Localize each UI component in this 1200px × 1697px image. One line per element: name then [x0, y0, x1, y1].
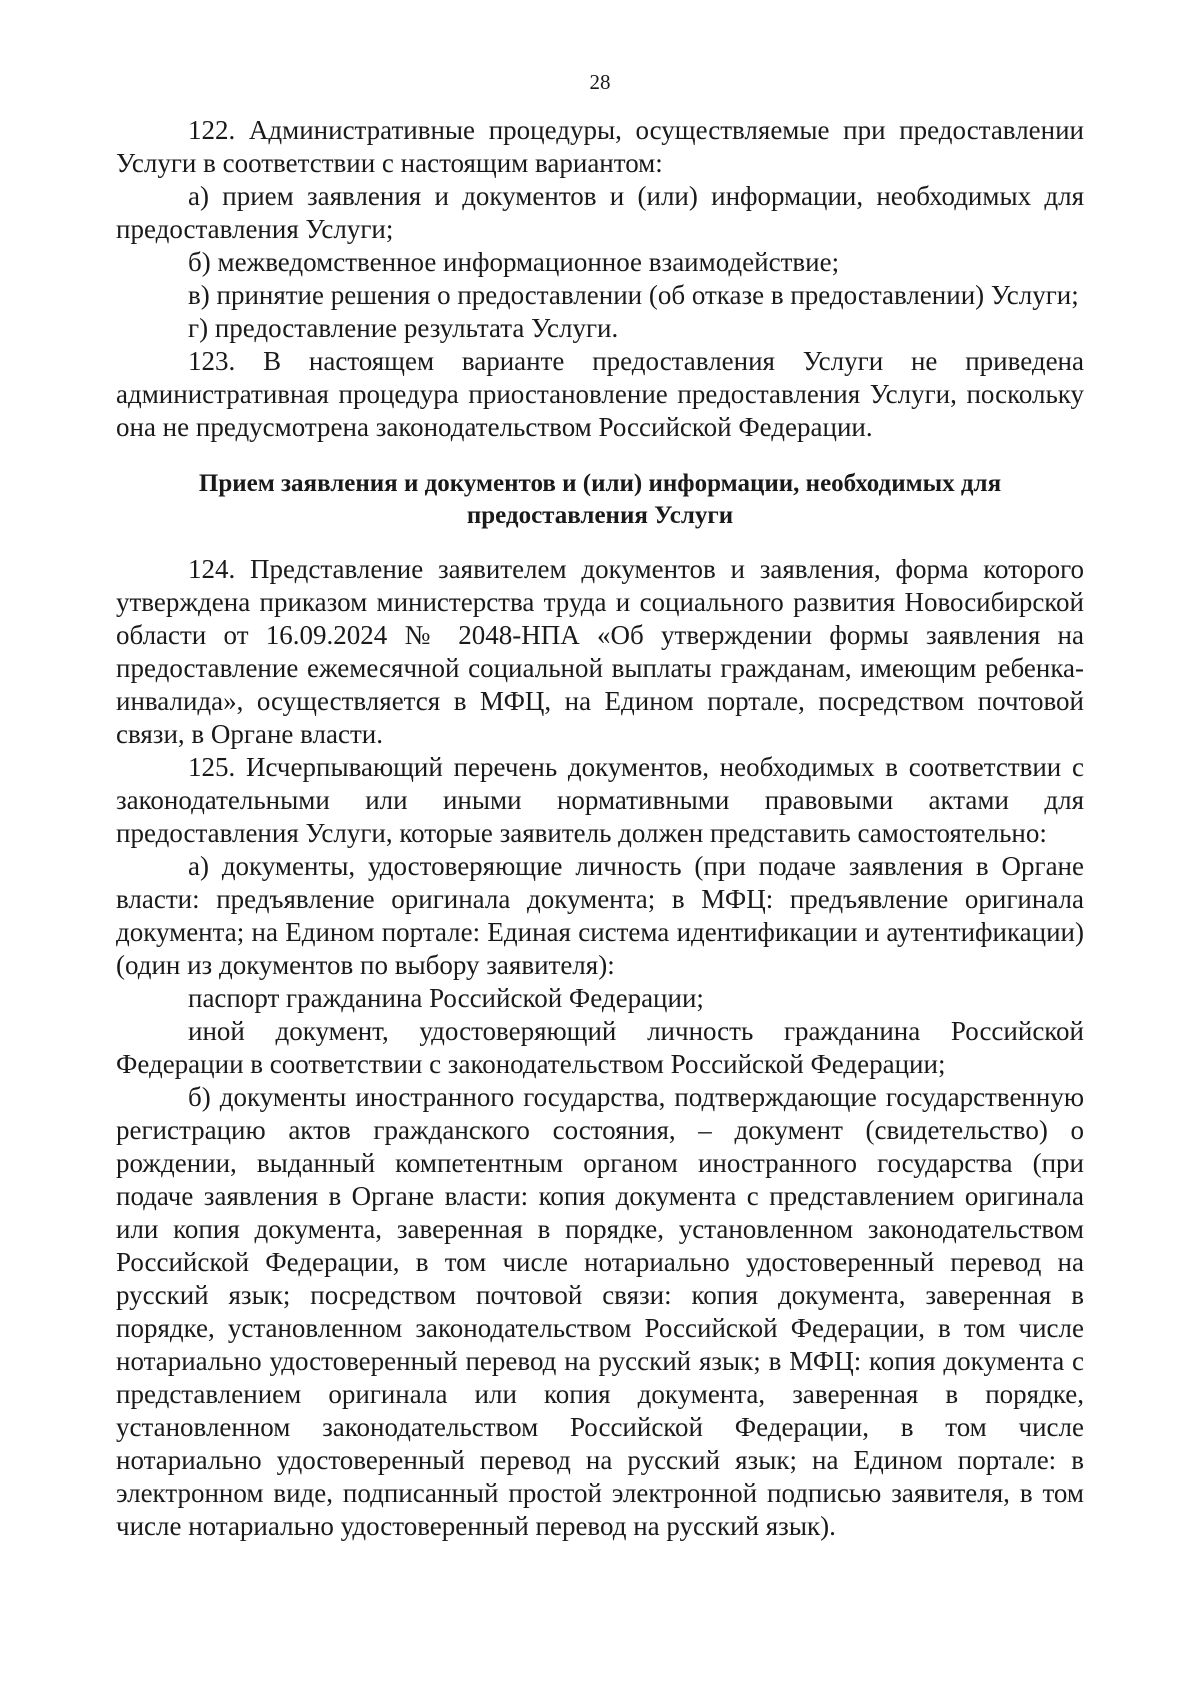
list-item-v: в) принятие решения о предоставлении (об отказе в предоставлении) Услуги; [188, 280, 1079, 310]
page-number: 28 [589, 70, 611, 94]
list-item-b: б) межведомственное информационное взаимодействие; [188, 247, 840, 277]
doc-list-item-a: а) документы, удостоверяющие личность (при подаче заявления в Органе власти: предъявление оригинала документа; в МФЦ: предъявление оригинала документа; на Едином портале: Единая система идентификации и аутентификации) (один из документов по выбору заявителя): [116, 851, 1084, 980]
document-body [116, 114, 1084, 1543]
paragraph-124: 124. Представление заявителем документов и заявления, форма которого утверждена приказом министерства труда и социального развития Новосибирской области от 16.09.2024 № 2048-НПА «Об утверждении формы заявления на предоставление ежемесячной социальной выплаты гражданам, имеющим ребенка-инвалида», осуществляется в МФЦ, на Едином портале, посредством почтовой связи, в Органе власти. [116, 554, 1084, 749]
paragraph-125: 125. Исчерпывающий перечень документов, необходимых в соответствии с законодательными или иными нормативными правовыми актами для предоставления Услуги, которые заявитель должен представить самостоятельно: [116, 752, 1084, 848]
doc-list-other-id: иной документ, удостоверяющий личность гражданина Российской Федерации в соответствии с законодательством Российской Федерации; [116, 1016, 1084, 1079]
section-heading: Прием заявления и документов и (или) информации, необходимых для предоставления Услуги [198, 470, 1002, 529]
doc-list-passport: паспорт гражданина Российской Федерации; [188, 983, 704, 1013]
list-item-g: г) предоставление результата Услуги. [188, 313, 619, 343]
paragraph-123: 123. В настоящем варианте предоставления Услуги не приведена административная процедура приостановление предоставления Услуги, поскольку она не предусмотрена законодательством Российской Федерации. [116, 346, 1084, 442]
doc-list-item-b: б) документы иностранного государства, подтверждающие государственную регистрацию актов гражданского состояния, – документ (свидетельство) о рождении, выданный компетентным органом иностранного государства (при подаче заявления в Органе власти: копия документа с представлением оригинала или копия документа, заверенная в порядке, установленном законодательством Российской Федерации, в том числе нотариально удостоверенный перевод на русский язык; посредством почтовой связи: копия документа, заверенная в порядке, установленном законодательством Российской Федерации, в том числе нотариально удостоверенный перевод на русский язык; в МФЦ: копия документа с представлением оригинала или копия документа, заверенная в порядке, установленном законодательством Российской Федерации, в том числе нотариально удостоверенный перевод на русский язык; на Едином портале: в электронном виде, подписанный простой электронной подписью заявителя, в том числе нотариально удостоверенный перевод на русский язык). [116, 1082, 1084, 1541]
list-item-a: а) прием заявления и документов и (или) информации, необходимых для предоставления Услуги; [116, 181, 1084, 244]
paragraph-122: 122. Административные процедуры, осуществляемые при предоставлении Услуги в соответствии с настоящим вариантом: [116, 115, 1084, 178]
